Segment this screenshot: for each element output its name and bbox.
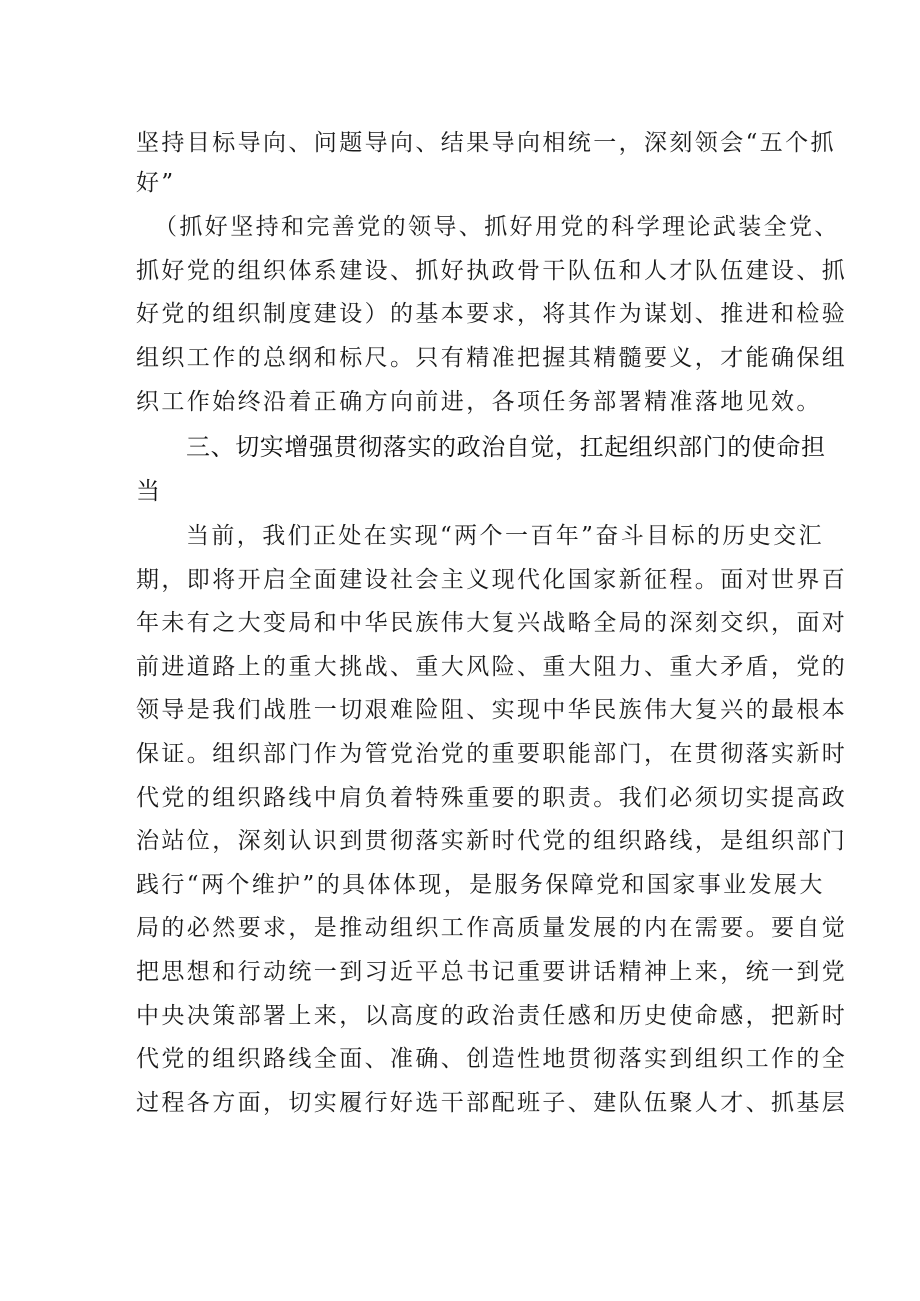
paragraph-1-line-4: 抓好党的组织体系建设、抓好执政骨干队伍和人才队伍建设、抓 bbox=[136, 258, 848, 284]
paragraph-2-line-7: 代党的组织路线中肩负着特殊重要的职责。我们必须切实提高政 bbox=[136, 785, 848, 811]
paragraph-2-line-2: 期，即将开启全面建设社会主义现代化国家新征程。面对世界百 bbox=[136, 567, 848, 593]
paragraph-1-line-1: 坚持目标导向、问题导向、结果导向相统一，深刻领会“五个抓 bbox=[136, 130, 836, 156]
paragraph-2-line-9: 践行“两个维护”的具体体现，是服务保障党和国家事业发展大 bbox=[136, 872, 825, 898]
section-heading-line-2: 当 bbox=[136, 477, 161, 505]
paragraph-2-line-11: 把思想和行动统一到习近平总书记重要讲话精神上来，统一到党 bbox=[136, 959, 848, 985]
paragraph-2-line-8: 治站位，深刻认识到贯彻落实新时代党的组织路线，是组织部门 bbox=[136, 828, 848, 854]
paragraph-2-line-3: 年未有之大变局和中华民族伟大复兴战略全局的深刻交织，面对 bbox=[136, 610, 848, 636]
paragraph-1-line-7: 织工作始终沿着正确方向前进，各项任务部署精准落地见效。 bbox=[136, 389, 822, 415]
paragraph-2-line-12: 中央决策部署上来，以高度的政治责任感和历史使命感，把新时 bbox=[136, 1003, 848, 1029]
paragraph-1-line-5: 好党的组织制度建设）的基本要求，将其作为谋划、推进和检验 bbox=[136, 301, 848, 327]
paragraph-1-line-2: 好” bbox=[136, 170, 176, 196]
paragraph-1-line-3: （抓好坚持和完善党的领导、抓好用党的科学理论武装全党、 bbox=[154, 214, 840, 240]
paragraph-2-line-6: 保证。组织部门作为管党治党的重要职能部门，在贯彻落实新时 bbox=[136, 741, 848, 767]
section-heading-line-1: 三、切实增强贯彻落实的政治自觉，扛起组织部门的使命担 bbox=[186, 433, 826, 461]
paragraph-1-line-6: 组织工作的总纲和标尺。只有精准把握其精髓要义，才能确保组 bbox=[136, 345, 848, 371]
paragraph-2-line-5: 领导是我们战胜一切艰难险阻、实现中华民族伟大复兴的最根本 bbox=[136, 697, 848, 723]
paragraph-2-line-4: 前进道路上的重大挑战、重大风险、重大阻力、重大矛盾，党的 bbox=[136, 654, 848, 680]
paragraph-2-line-13: 代党的组织路线全面、准确、创造性地贯彻落实到组织工作的全 bbox=[136, 1046, 848, 1072]
paragraph-2-line-10: 局的必然要求，是推动组织工作高质量发展的内在需要。要自觉 bbox=[136, 915, 848, 941]
paragraph-2-line-1: 当前，我们正处在实现“两个一百年”奋斗目标的历史交汇 bbox=[186, 523, 824, 549]
paragraph-2-line-14: 过程各方面，切实履行好选干部配班子、建队伍聚人才、抓基层 bbox=[136, 1090, 848, 1116]
